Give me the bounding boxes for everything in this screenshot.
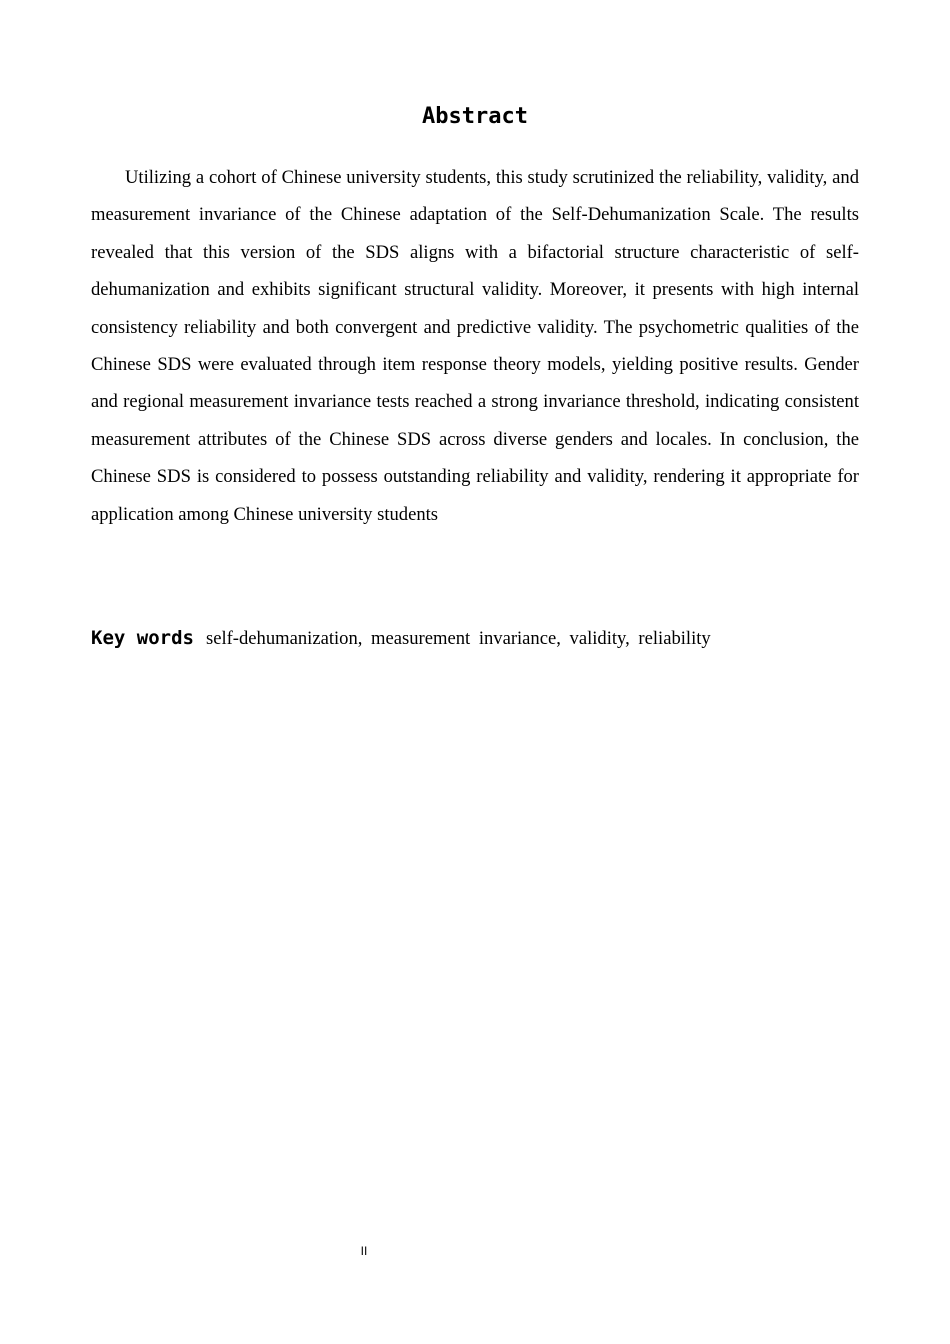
abstract-heading: Abstract: [422, 104, 528, 129]
keywords-list: self-dehumanization, measurement invariance, validity, reliability: [205, 628, 711, 649]
abstract-paragraph: Utilizing a cohort of Chinese university students, this study scrutinized the reliability, validity, and measurement invariance of the Chinese adaptation of the Self-Dehumanization Scale. The results revealed that this version of the SDS aligns with a bifactorial structure characteristic of self-dehumanization and exhibits significant structural validity. Moreover, it presents with high internal consistency reliability and both convergent and predictive validity. The psychometric qualities of the Chinese SDS were evaluated through item response theory models, yielding positive results. Gender and regional measurement invariance tests reached a strong invariance threshold, indicating consistent measurement attributes of the Chinese SDS across diverse genders and locales. In conclusion, the Chinese SDS is considered to possess outstanding reliability and validity, rendering it appropriate for application among Chinese university students: [91, 167, 859, 525]
page-number: II: [360, 1244, 368, 1258]
keywords-label: Key words: [91, 627, 194, 649]
keywords-line: [91, 622, 871, 656]
